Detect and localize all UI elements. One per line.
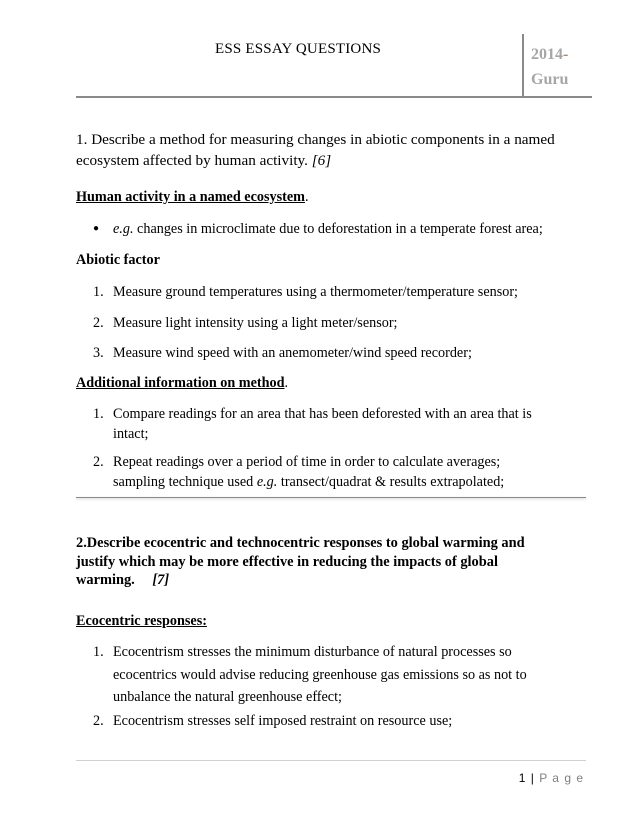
additional-info-heading-text: Additional information on method [76, 375, 285, 391]
human-activity-bullet [93, 219, 543, 239]
header-divider-vertical [522, 34, 524, 96]
human-activity-heading-period: . [304, 189, 309, 205]
question-1-marks: [6] [311, 152, 332, 169]
question-1-line-1: 1. Describe a method for measuring changes in abiotic components in a named [76, 131, 555, 148]
abiotic-item-2 [93, 313, 398, 333]
page-footer [519, 771, 584, 785]
list-text-line-2: intact; [113, 426, 149, 442]
human-activity-heading-text: Human activity in a named ecosystem [76, 189, 305, 205]
question-2-line-1: 2.Describe ecocentric and technocentric responses to global warming and [76, 535, 525, 551]
footer-separator: | [530, 771, 535, 785]
list-text [113, 404, 532, 444]
question-2-line-2: justify which may be more effective in reducing the impacts of global [76, 553, 498, 570]
section-divider [76, 497, 586, 498]
question-2-prompt [76, 534, 525, 590]
abiotic-item-3 [93, 343, 472, 363]
list-number: 2. [93, 315, 104, 331]
ecocentric-heading [76, 611, 207, 631]
ecocentric-heading-text: Ecocentric responses: [76, 613, 207, 629]
list-text: Ecocentrism stresses self imposed restraint on resource use; [113, 713, 453, 729]
header-year: 2014 [531, 46, 563, 63]
additional-info-heading [76, 373, 288, 393]
question-2-line-3: warming. [76, 572, 135, 588]
additional-item-2 [93, 452, 505, 490]
bullet-text: changes in microclimate due to deforestation in a temperate forest area; [137, 221, 543, 237]
list-number: 2. [93, 713, 104, 729]
bullet-eg: e.g. [113, 221, 134, 237]
list-text: Measure ground temperatures using a thermometer/temperature sensor; [113, 284, 518, 300]
additional-info-heading-period: . [284, 375, 289, 391]
footer-divider [76, 760, 586, 761]
header-dash: - [563, 46, 569, 63]
abiotic-factor-heading: Abiotic factor [76, 252, 160, 268]
list-number: 1. [93, 406, 104, 422]
list-text-line-2: ecocentrics would advise reducing greenhouse gas emissions so as not to [113, 666, 527, 683]
list-text-line-1: Ecocentrism stresses the minimum disturbance of natural processes so [113, 644, 512, 660]
question-1-prompt [76, 129, 555, 171]
bullet-dot: ● [93, 223, 100, 234]
header-title: ESS ESSAY QUESTIONS [214, 41, 382, 57]
list-number: 1. [93, 284, 104, 300]
list-text [113, 452, 504, 492]
human-activity-heading [76, 187, 309, 207]
ecocentric-item-2 [93, 711, 453, 731]
additional-item-1 [93, 404, 532, 442]
list-text-line-3: unbalance the natural greenhouse effect; [113, 689, 342, 705]
list-text-eg: e.g. [256, 474, 278, 490]
header-author: Guru [531, 71, 569, 88]
list-text-line-2a: sampling technique used [113, 474, 257, 490]
page-word: P a g e [539, 771, 584, 785]
question-2-marks: [7] [152, 572, 170, 588]
header-year-block [531, 42, 568, 92]
list-number: 1. [93, 644, 104, 660]
abiotic-item-1 [93, 282, 518, 302]
list-text: Measure wind speed with an anemometer/wind speed recorder; [113, 345, 472, 361]
list-text-line-2b: transect/quadrat & results extrapolated; [277, 474, 505, 490]
ecocentric-item-1 [93, 642, 527, 705]
question-1-line-2: ecosystem affected by human activity. [76, 152, 308, 169]
list-text: Measure light intensity using a light meter/sensor; [113, 315, 398, 331]
list-text-line-1: Repeat readings over a period of time in order to calculate averages; [113, 454, 501, 470]
list-text-line-1: Compare readings for an area that has been deforested with an area that is [113, 406, 532, 422]
list-text [113, 641, 527, 709]
list-number: 3. [93, 345, 104, 361]
page-number: 1 [518, 771, 527, 785]
list-number: 2. [93, 454, 104, 470]
header-divider-horizontal [76, 96, 592, 98]
